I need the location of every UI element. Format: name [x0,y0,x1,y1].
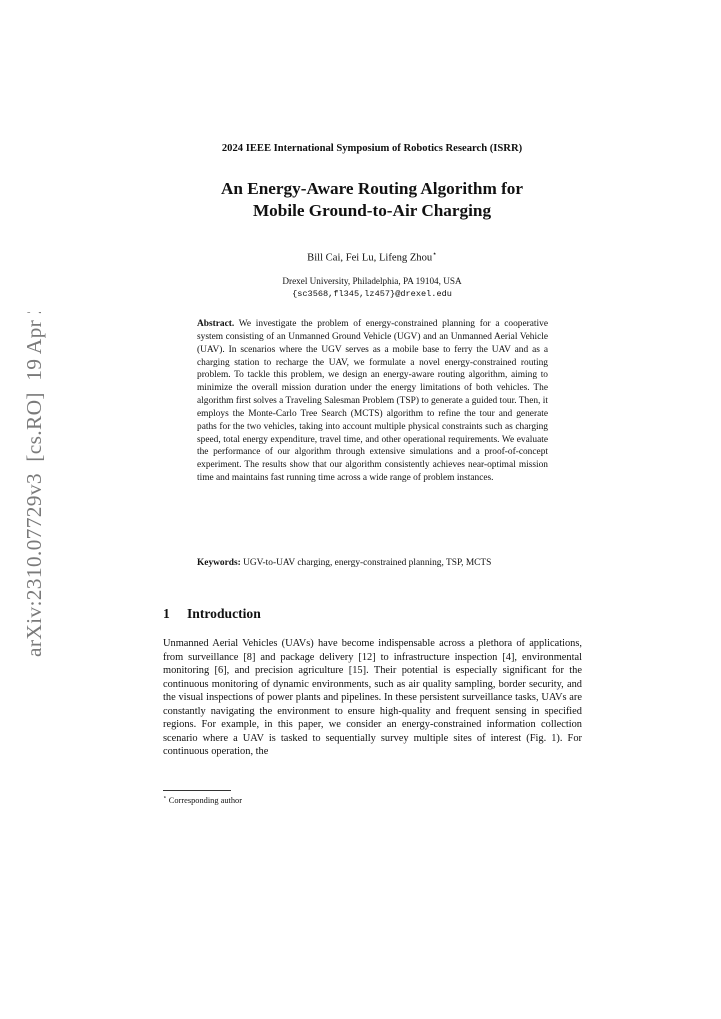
footnote-mark: ⋆ [163,795,167,801]
keywords-text: UGV-to-UAV charging, energy-constrained planning, TSP, MCTS [243,558,492,568]
arxiv-identifier: arXiv:2310.07729v3 [cs.RO] 19 Apr 2025 [22,312,46,657]
section-title: Introduction [187,606,261,621]
abstract-label: Abstract. [197,319,235,329]
abstract [197,318,548,485]
corresponding-author-mark: ⋆ [432,249,437,258]
authors-names: Bill Cai, Fei Lu, Lifeng Zhou [307,252,433,264]
keywords [197,557,548,570]
introduction-paragraph: Unmanned Aerial Vehicles (UAVs) have become indispensable across a plethora of applications, from surveillance [8] and package delivery [12] to infrastructure inspection [4], environmental monitoring [6], and precision agriculture [15]. Their potential is especially significant for the continuous monitoring of dynamic environments, such as air quality sampling, border security, and the visual inspections of power plants and pipelines. In these persistent surveillance tasks, UAVs are constantly navigating the environment to ensure high-quality and frequent sensing in specified regions. For example, in this paper, we consider an energy-constrained information collection scenario where a UAV is tasked to sequentially survey multiple sites of interest (Fig. 1). For continuous operation, the [163,638,582,758]
abstract-text: We investigate the problem of energy-constrained planning for a cooperative system consisting of an Unmanned Ground Vehicle (UGV) and an Unmanned Aerial Vehicle (UAV). In scenarios where the UGV serves as a mobile base to ferry the UAV and as a charging station to recharge the UAV, we formulate a novel energy-constrained routing problem. To tackle this problem, we design an energy-aware routing algorithm, aiming to minimize the overall mission duration under the energy limitations of both vehicles. The algorithm first solves a Traveling Salesman Problem (TSP) to generate a guided tour. Then, it employs the Monte-Carlo Tree Search (MCTS) algorithm to refine the tour and generate paths for the two vehicles, taking into account multiple physical constraints such as charging speed, total energy expenditure, travel time, and other operational requirements. We evaluate the performance of our algorithm through extensive simulations and a proof-of-concept experiment. The results show that our algorithm consistently achieves near-optimal mission time and maintains fast running time across a wide range of problem instances. [197,319,548,484]
title-line-2: Mobile Ground-to-Air Charging [252,201,492,220]
title-line-1: An Energy-Aware Routing Algorithm for [220,179,524,198]
footnote-rule [163,790,231,791]
paper-title [0,178,721,222]
keywords-label: Keywords: [197,558,241,568]
arxiv-side-stamp [10,312,56,658]
section-number: 1 [163,606,170,621]
author-emails: {sc3568,fl345,lz457}@drexel.edu [292,289,452,299]
author-list [0,249,721,264]
venue-header: 2024 IEEE International Symposium of Robotics Research (ISRR) [221,143,523,154]
section-heading [163,606,261,622]
affiliation: Drexel University, Philadelphia, PA 19104, USA [282,276,462,286]
affiliation-block [0,275,721,301]
footnote-text: Corresponding author [168,795,243,805]
footnote [163,795,242,805]
